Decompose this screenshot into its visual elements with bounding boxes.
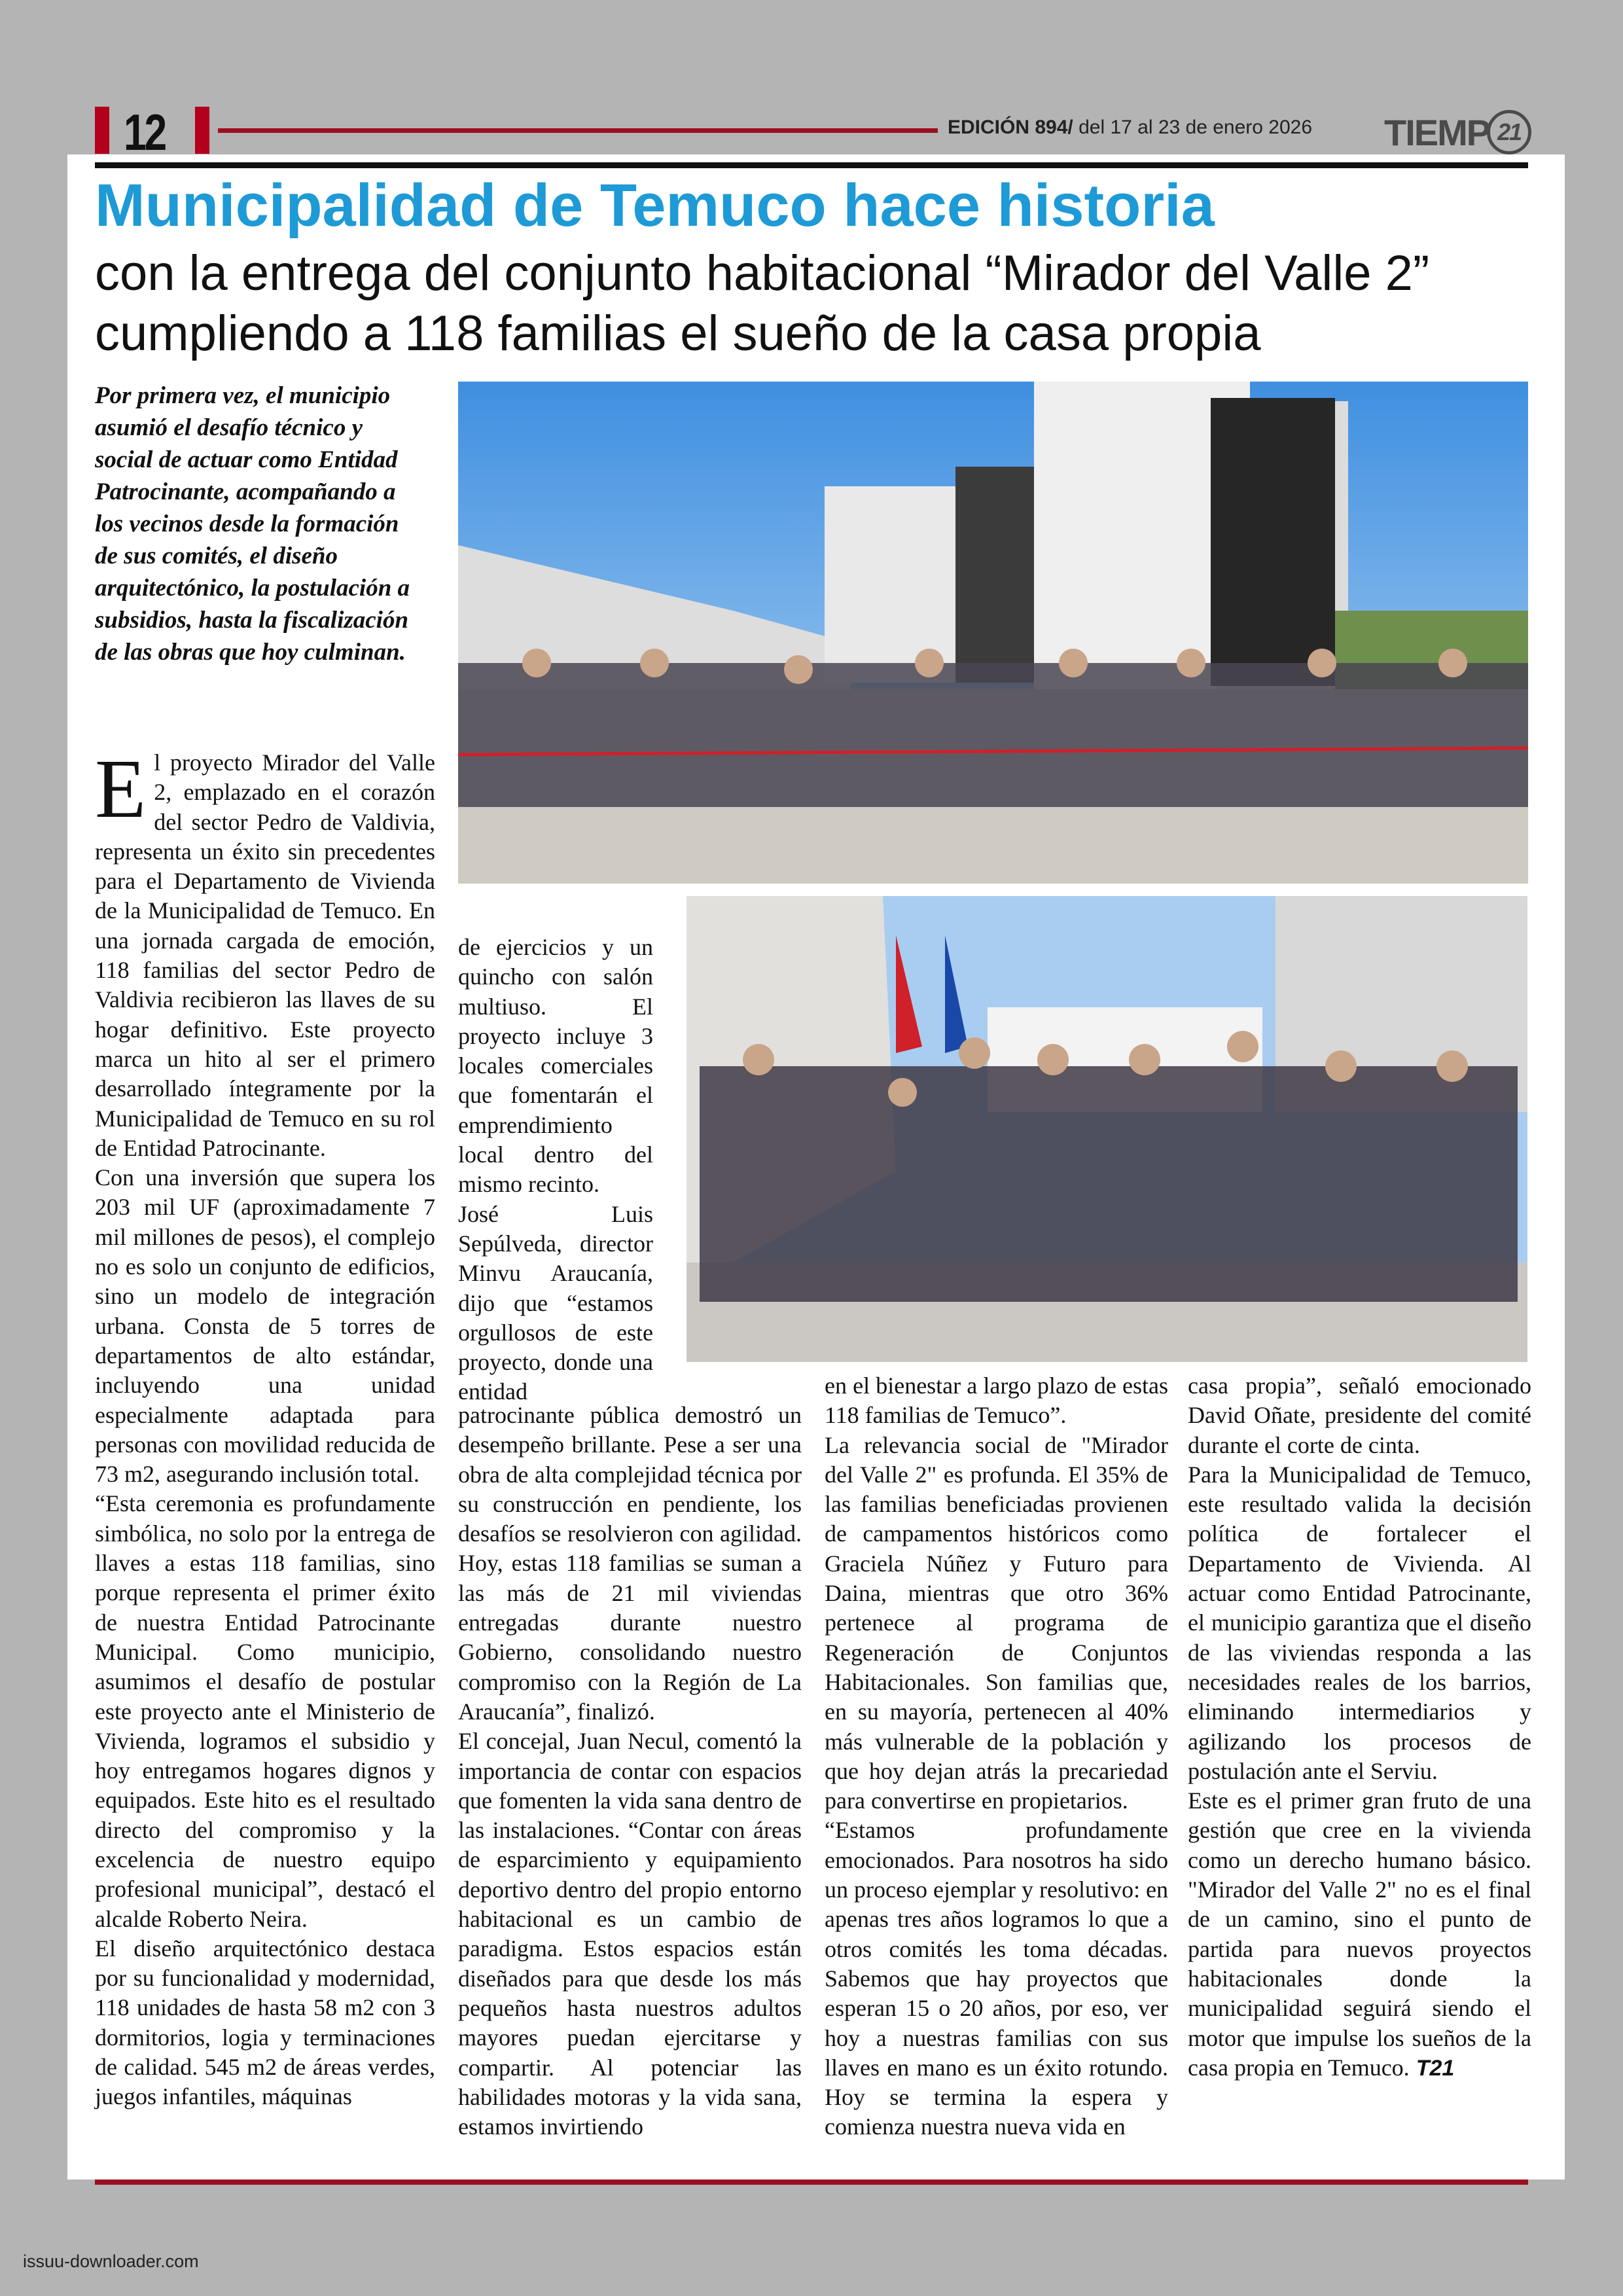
watermark-text: issuu-downloader.com bbox=[23, 2251, 199, 2271]
paragraph bbox=[95, 742, 435, 1163]
paragraph: en el bienestar a largo plazo de estas 118 familias de Temuco”. bbox=[825, 1372, 1168, 1429]
paragraph: “Estamos profundamente emocionados. Para nosotros ha sido un proceso ejemplar y resolutivo: en apenas tres años logramos lo que a otros comités les toma décadas. Sabemos que hay proyectos que esperan 15 o 20 años, por eso, ver hoy a nuestras familias con sus llaves en mano es un éxito rotundo. Hoy se termina la espera y comienza nuestra nueva vida en bbox=[825, 1817, 1168, 2140]
column-1 bbox=[95, 742, 435, 2142]
paragraph: La relevancia social de "Mirador del Valle 2" es profunda. El 35% de las familias beneficiadas provienen de campamentos históricos como Graciela Núñez y Futuro para Daina, mientras que otro 36% pertenece al programa de Regeneración de Conjuntos Habitacionales. Son familias que, en su mayoría, pertenecen al 40% más vulnerable de la población y que hoy dejan atrás la precariedad para convertirse en propietarios. bbox=[825, 1431, 1168, 1814]
footer-rule bbox=[95, 2179, 1528, 2185]
red-bar-right bbox=[195, 107, 209, 154]
paragraph-text: l proyecto Mirador del Valle 2, emplazado en el corazón del sector Pedro de Valdivia, representa un éxito sin precedentes para el Departamento de Vivienda de la Municipalidad de Temuco. En una jornada cargada de emoción, 118 familias del sector Pedro de Valdivia recibieron las llaves de su hogar definitivo. Este proyecto marca un hito al ser el primero desarrollado íntegramente por la Municipalidad de Temuco en su rol de Entidad Patrocinante. bbox=[95, 749, 435, 1161]
paragraph: patrocinante pública demostró un desempeño brillante. Pese a ser una obra de alta complejidad técnica por su construcción en pendiente, los desafíos se resolvieron con agilidad. Hoy, estas 118 familias se suman a las más de 21 mil viviendas entregadas durante nuestro Gobierno, consolidando nuestro compromiso con la Región de La Araucanía”, finalizó. bbox=[458, 1402, 802, 1725]
column-4 bbox=[1188, 1371, 1531, 2142]
article-lead: Por primera vez, el municipio asumió el desafío técnico y social de actuar como Entidad Patrocinante, acompañando a los vecinos desde la formación de sus comités, el diseño arquitectónico, la postulación a subsidios, hasta la fiscalización de las obras que hoy culminan. bbox=[95, 382, 410, 666]
paragraph: El concejal, Juan Necul, comentó la importancia de contar con espacios que fomenten la vida sana dentro de las instalaciones. “Contar con áreas de esparcimiento y equipamiento deportivo dentro del propio entorno habitacional es un cambio de paradigma. Estos espacios están diseñados para que desde los más pequeños hasta nuestros adultos mayores puedan ejercitarse y compartir. Al potenciar las habilidades motoras y la vida sana, estamos invirtiendo bbox=[458, 1728, 802, 2140]
paragraph: Para la Municipalidad de Temuco, este resultado valida la decisión política de fortalecer el Departamento de Vivienda. Al actuar como Entidad Patrocinante, el municipio garantiza que el diseño de las viviendas responda a las necesidades reales de los barrios, eliminando intermediarios y agilizando los procesos de postulación ante el Serviu. bbox=[1188, 1461, 1531, 1784]
paragraph bbox=[1188, 1786, 1531, 2083]
paragraph-text: Este es el primer gran fruto de una gestión que cree en la vivienda como un derecho humano básico. "Mirador del Valle 2" no es el final de un camino, sino el punto de partida para nuevos proyectos habitacionales donde la municipalidad seguirá siendo el motor que impulse los sueños de la casa propia en Temuco. bbox=[1188, 1787, 1531, 2081]
paragraph: casa propia”, señaló emocionado David Oñate, presidente del comité durante el corte de cinta. bbox=[1188, 1372, 1531, 1458]
column-2-narrow bbox=[458, 933, 653, 1405]
tiempo21-logo bbox=[1384, 110, 1531, 154]
header-rule bbox=[95, 162, 1528, 168]
edition-dates: del 17 al 23 de enero 2026 bbox=[1073, 117, 1313, 138]
page-number-block bbox=[95, 103, 216, 161]
column-2-wide bbox=[458, 1401, 802, 2142]
photo-ribbon-cutting bbox=[458, 382, 1528, 884]
paragraph: “Esta ceremonia es profundamente simbólica, no solo por la entrega de llaves a estas 118 familias, sino porque representa el primer éxito de nuestra Entidad Patrocinante Municipal. Como municipio, asumimos el desafío de postular este proyecto ante el Ministerio de Vivienda, logramos el subsidio y hoy entregamos hogares dignos y equipados. Este hito es el resultado directo del compromiso y la excelencia de nuestro equipo profesional municipal”, destacó el alcalde Roberto Neira. bbox=[95, 1490, 435, 1932]
column-3 bbox=[825, 1371, 1168, 2142]
logo-text: TIEMP bbox=[1384, 111, 1490, 153]
paragraph: Con una inversión que supera los 203 mil UF (aproximadamente 7 mil millones de pesos), el complejo no es solo un conjunto de edificios, sino un modelo de integración urbana. Consta de 5 torres de departamentos de alto estándar, incluyendo una unidad especialmente adaptada para personas con movilidad reducida de 73 m2, asegurando inclusión total. bbox=[95, 1164, 435, 1488]
paragraph: José Luis Sepúlveda, director Minvu Araucanía, dijo que “estamos orgullosos de este proyecto, donde una entidad bbox=[458, 1200, 653, 1405]
photo-group-with-keys bbox=[684, 893, 1530, 1365]
edition-info bbox=[948, 117, 1312, 139]
article-subtitle: con la entrega del conjunto habitacional “Mirador del Valle 2” cumpliendo a 118 familias el sueño de la casa propia bbox=[95, 245, 1430, 361]
paragraph: El diseño arquitectónico destaca por su funcionalidad y modernidad, 118 unidades de hasta 58 m2 con 3 dormitorios, logia y terminaciones de calidad. 545 m2 de áreas verdes, juegos infantiles, máquinas bbox=[95, 1935, 435, 2110]
logo-circle: 21 bbox=[1487, 110, 1531, 154]
paragraph: de ejercicios y un quincho con salón multiuso. El proyecto incluye 3 locales comerciales que fomentarán el emprendimiento local dentro del mismo recinto. bbox=[458, 934, 653, 1198]
edition-label: EDICIÓN 894/ bbox=[948, 117, 1073, 138]
page-number: 12 bbox=[124, 103, 166, 161]
end-mark-logo: T21 bbox=[1416, 2055, 1455, 2081]
header-red-line bbox=[218, 128, 938, 133]
red-bar-left bbox=[95, 107, 109, 154]
article-title: Municipalidad de Temuco hace historia bbox=[95, 172, 1215, 239]
drop-cap: E bbox=[95, 742, 147, 835]
